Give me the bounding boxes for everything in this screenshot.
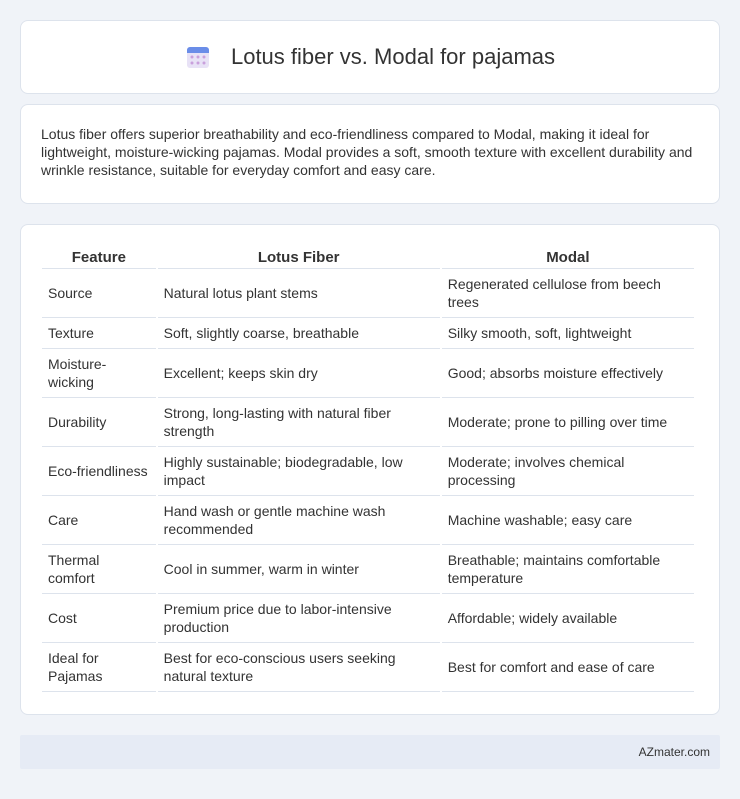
feature-cell: Moisture-wicking — [42, 349, 156, 398]
table-row — [42, 269, 694, 318]
feature-cell: Care — [42, 496, 156, 545]
lotus-cell: Highly sustainable; biodegradable, low impact — [158, 447, 440, 496]
lotus-cell: Soft, slightly coarse, breathable — [158, 318, 440, 349]
table-row — [42, 318, 694, 349]
table-row — [42, 349, 694, 398]
feature-cell: Texture — [42, 318, 156, 349]
lotus-cell: Cool in summer, warm in winter — [158, 545, 440, 594]
modal-cell: Affordable; widely available — [442, 594, 694, 643]
header-lotus-fiber: Lotus Fiber — [158, 245, 440, 269]
lotus-cell: Excellent; keeps skin dry — [158, 349, 440, 398]
table-row — [42, 496, 694, 545]
lotus-cell: Best for eco-conscious users seeking natural texture — [158, 643, 440, 692]
lotus-cell: Natural lotus plant stems — [158, 269, 440, 318]
page-title: Lotus fiber vs. Modal for pajamas — [230, 44, 556, 69]
modal-cell: Moderate; prone to pilling over time — [442, 398, 694, 447]
feature-cell: Ideal for Pajamas — [42, 643, 156, 692]
feature-cell: Thermal comfort — [42, 545, 156, 594]
header-feature: Feature — [42, 245, 156, 269]
feature-cell: Cost — [42, 594, 156, 643]
modal-cell: Regenerated cellulose from beech trees — [442, 269, 694, 318]
modal-cell: Machine washable; easy care — [442, 496, 694, 545]
summary-card — [20, 104, 720, 204]
table-row — [42, 398, 694, 447]
lotus-cell: Premium price due to labor-intensive production — [158, 594, 440, 643]
modal-cell: Good; absorbs moisture effectively — [442, 349, 694, 398]
comparison-table-card — [20, 224, 720, 715]
footer-brand: AZmater.com — [638, 745, 710, 759]
footer — [20, 735, 720, 769]
feature-cell: Source — [42, 269, 156, 318]
lotus-cell: Hand wash or gentle machine wash recommended — [158, 496, 440, 545]
table-row — [42, 643, 694, 692]
modal-cell: Breathable; maintains comfortable temperature — [442, 545, 694, 594]
lotus-cell: Strong, long-lasting with natural fiber strength — [158, 398, 440, 447]
table-row — [42, 447, 694, 496]
table-row — [42, 594, 694, 643]
header-modal: Modal — [442, 245, 694, 269]
comparison-table — [40, 245, 696, 692]
calendar-icon — [185, 44, 211, 70]
modal-cell: Moderate; involves chemical processing — [442, 447, 694, 496]
feature-cell: Eco-friendliness — [42, 447, 156, 496]
table-header-row — [42, 245, 694, 269]
title-card — [20, 20, 720, 94]
modal-cell: Best for comfort and ease of care — [442, 643, 694, 692]
table-row — [42, 545, 694, 594]
feature-cell: Durability — [42, 398, 156, 447]
summary-text: Lotus fiber offers superior breathability and eco-friendliness compared to Modal, making it ideal for lightweight, moisture-wicking pajamas. Modal provides a soft, smooth texture with excellent durability and wrinkle resistance, suitable for everyday comfort and easy care. — [41, 126, 693, 178]
modal-cell: Silky smooth, soft, lightweight — [442, 318, 694, 349]
